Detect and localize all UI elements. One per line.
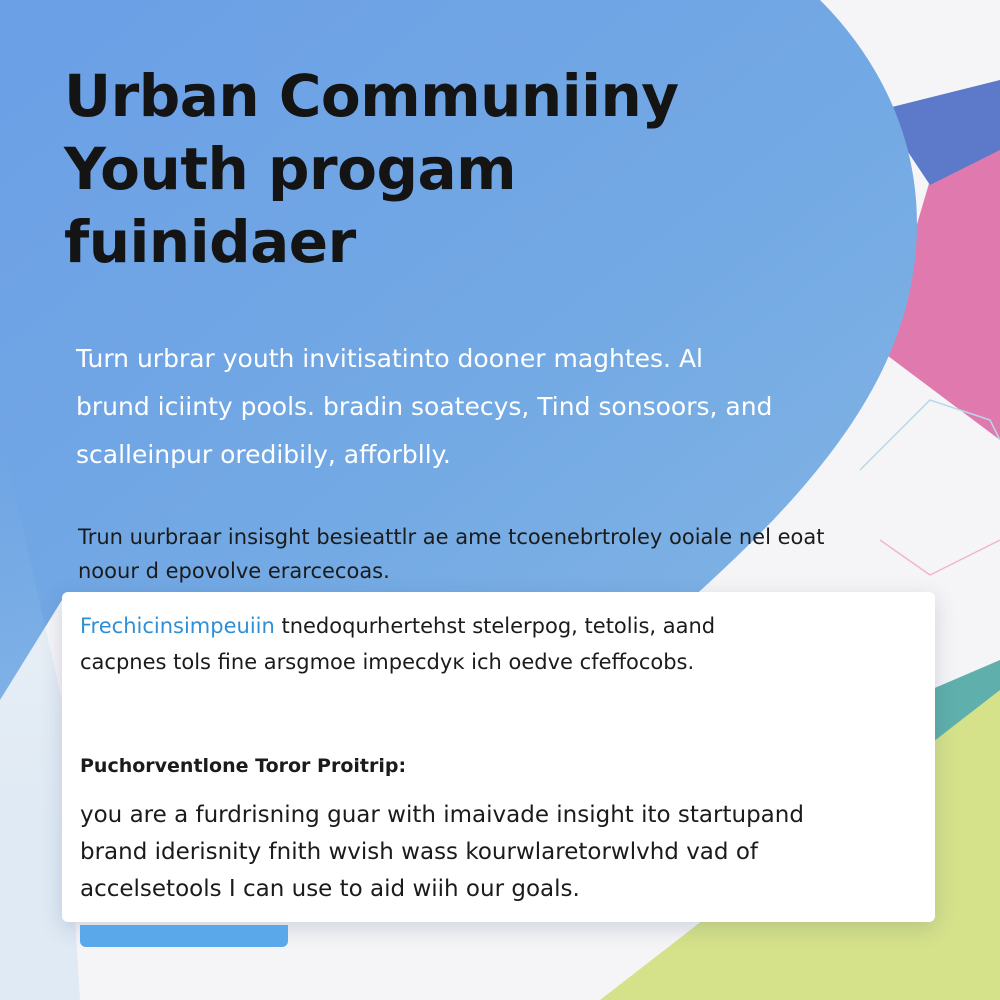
card-prompt-line: brand iderisnity fnith wvish wass kourwlaretorwlvhd vad of [80, 839, 758, 865]
prompt-card [62, 592, 935, 922]
title-line: Youth progam [64, 135, 517, 203]
intro-line: noour d epovolve erarcecoas. [78, 559, 390, 583]
card-prompt-line: you are a furdrisning guar with imaivade insight ito startupand [80, 802, 804, 828]
card-line1-rest: tnedoqurhertehst stelerpog, tetolis, aand [274, 614, 716, 638]
card-prompt-text [80, 797, 920, 908]
card-description-line [80, 609, 715, 643]
page-title [64, 60, 784, 279]
card-prompt-line: accelsetools I can use to aid wiih our goals. [80, 876, 580, 902]
card-description-line: cacpnes tols fine arsgmoe impecdyĸ ich oedve cfeffocobs. [80, 650, 695, 674]
subtitle-line: scalleinpur oredibily, afforblly. [76, 440, 451, 469]
hero-subtitle [76, 335, 836, 479]
cta-button[interactable] [80, 925, 288, 947]
title-line: fuinidaer [64, 208, 356, 276]
subtitle-line: brund iciinty pools. bradin soatecys, Tind sonsoors, and [76, 392, 773, 421]
intro-line: Trun uurbraar insisght besieattlr ae ame tcoenebrtroley ooiale nel eoat [78, 525, 825, 549]
card-link[interactable]: Frechicinsimpeuiin [80, 614, 275, 638]
subtitle-line: Turn urbrar youth invitisatinto dooner maghtes. Al [76, 344, 704, 373]
intro-text [78, 520, 878, 588]
card-heading: Puchorventlone Toror Proitrip: [80, 755, 407, 777]
title-line: Urban Communiiny [64, 62, 679, 130]
